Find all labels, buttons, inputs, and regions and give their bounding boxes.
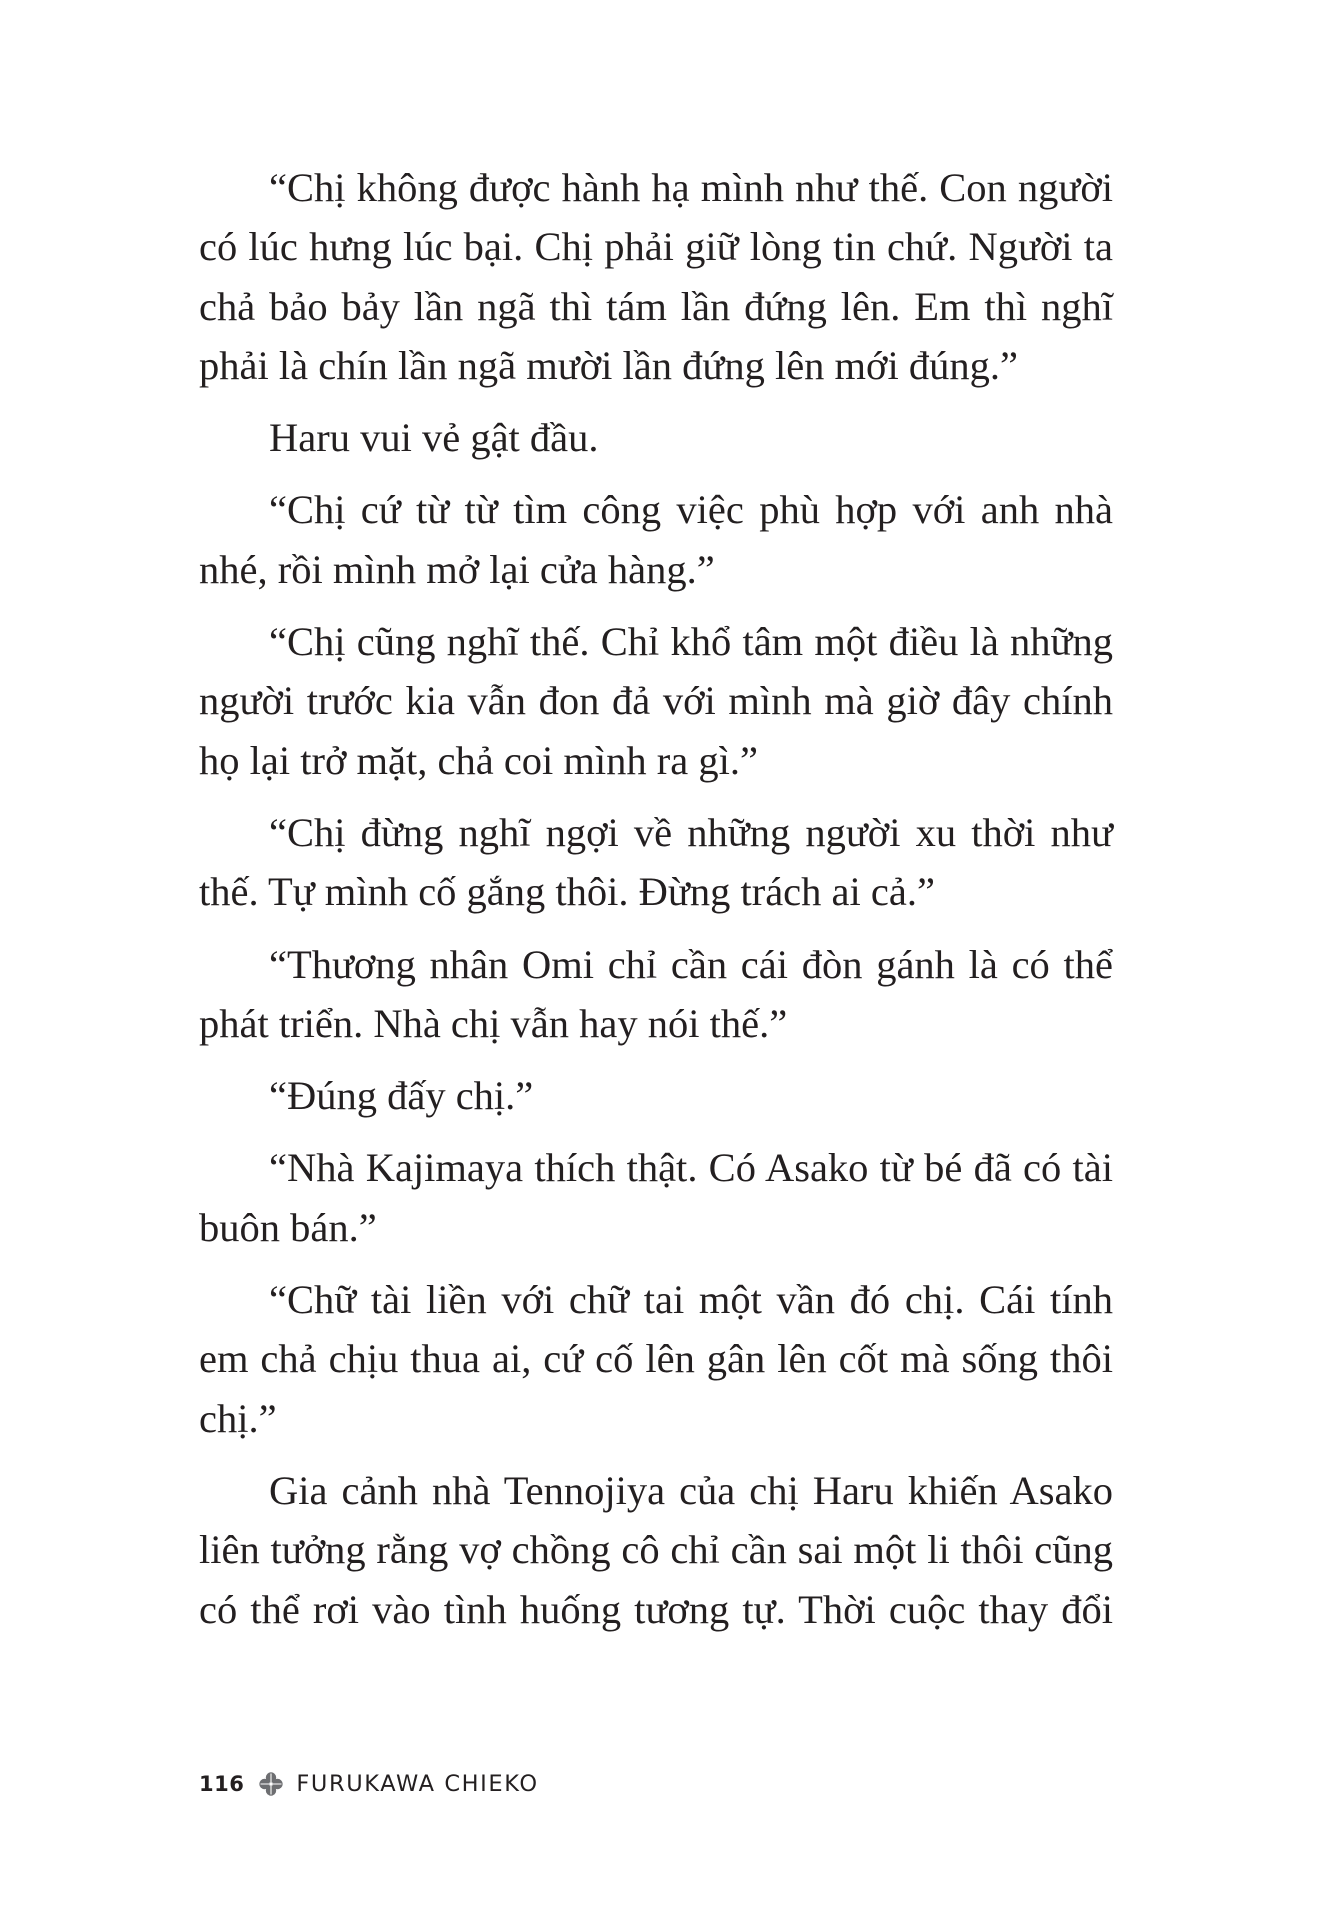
- paragraph: “Chị đừng nghĩ ngợi về những người xu thời như thế. Tự mình cố gắng thôi. Đừng trách ai cả.”: [199, 809, 1113, 915]
- body-text: [199, 158, 1113, 1639]
- page-footer: [199, 1766, 539, 1802]
- paragraph: “Nhà Kajimaya thích thật. Có Asako từ bé đã có tài buôn bán.”: [199, 1145, 1113, 1250]
- page-number: 116: [199, 1772, 245, 1796]
- paragraph: “Chị cũng nghĩ thế. Chỉ khổ tâm một điều là những người trước kia vẫn đon đả với mình mà giờ đây chính họ lại trở mặt, chả coi mình ra gì.”: [199, 619, 1113, 783]
- paragraph: “Chị không được hành hạ mình như thế. Con người có lúc hưng lúc bại. Chị phải giữ lòng tin chứ. Người ta chả bảo bảy lần ngã thì tám lần đứng lên. Em thì nghĩ phải là chín lần ngã mười lần đứng lên mới đúng.”: [199, 165, 1113, 388]
- clover-icon: [257, 1770, 285, 1798]
- paragraph: “Chị cứ từ từ tìm công việc phù hợp với anh nhà nhé, rồi mình mở lại cửa hàng.”: [199, 487, 1113, 592]
- paragraph: “Đúng đấy chị.”: [269, 1073, 534, 1119]
- paragraph: “Chữ tài liền với chữ tai một vần đó chị. Cái tính em chả chịu thua ai, cứ cố lên gân lên cốt mà sống thôi chị.”: [199, 1277, 1113, 1441]
- paragraph: “Thương nhân Omi chỉ cần cái đòn gánh là có thể phát triển. Nhà chị vẫn hay nói thế.”: [199, 941, 1113, 1046]
- author-name: FURUKAWA CHIEKO: [296, 1771, 539, 1797]
- paragraph: Haru vui vẻ gật đầu.: [269, 415, 599, 461]
- paragraph: Gia cảnh nhà Tennojiya của chị Haru khiến Asako liên tưởng rằng vợ chồng cô chỉ cần sai một li thôi cũng có thể rơi vào tình huống tương tự. Thời cuộc thay đổi: [199, 1467, 1113, 1632]
